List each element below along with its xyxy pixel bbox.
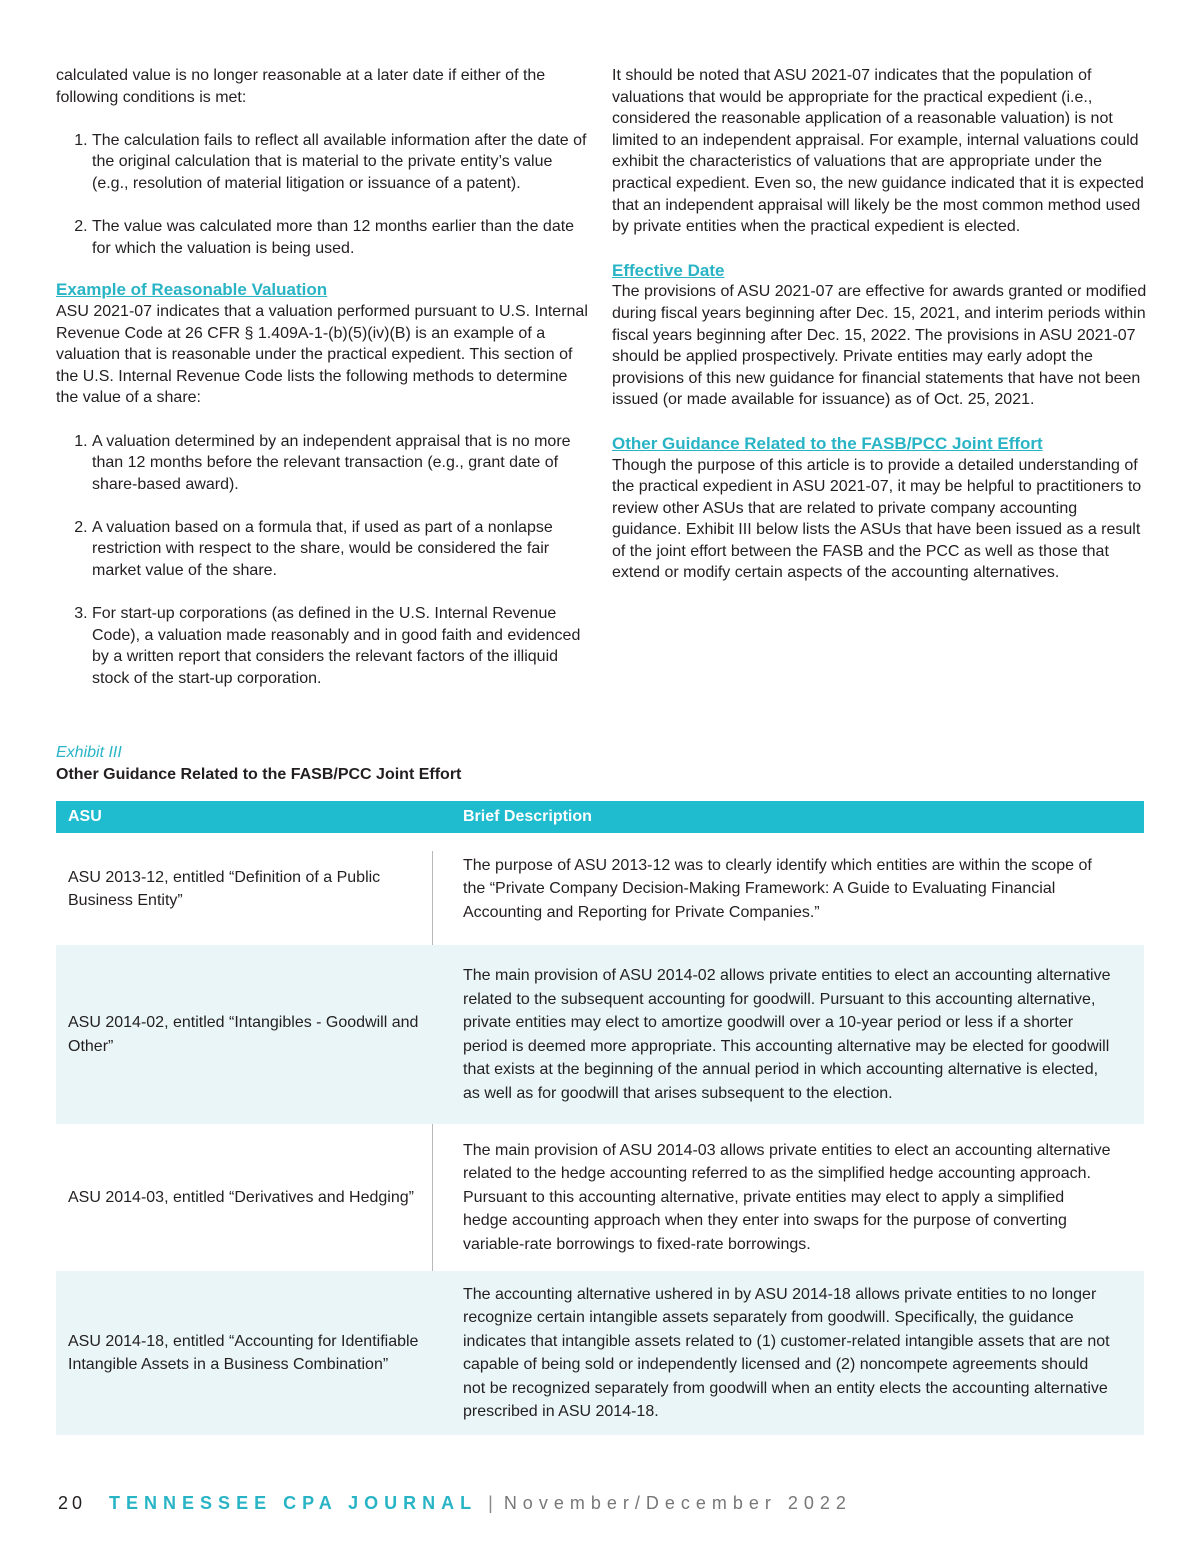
description-cell: The main provision of ASU 2014-03 allows private entities to elect an accounting alternative related to the hedge accounting referred to as the simplified hedge accounting approach. Pursuant to this accounting alternative, private entities may elect to apply a simplified hedge accounting approach when they enter into swaps for the purpose of converting variable-rate borrowings to fixed-rate borrowings. [463,1141,1111,1253]
methods-list [56,431,591,690]
heading-example-reasonable-valuation[interactable]: Example of Reasonable Valuation [56,280,328,300]
exhibit-title: Other Guidance Related to the FASB/PCC Joint Effort [56,766,462,783]
description-cell: The purpose of ASU 2013-12 was to clearly identify which entities are within the scope of the “Private Company Decision-Making Framework: A Guide to Evaluating Financial Accounting and Reporting for Private Companies.” [463,856,1092,921]
table-header [56,801,1144,833]
footer-separator: | [488,1493,493,1513]
page-number: 20 [58,1493,87,1513]
right-intro: It should be noted that ASU 2021-07 indicates that the population of valuations that would be appropriate for the practical expedient (i.e., considered the reasonable application of a reasonable valuation) is not limited to an independent appraisal. For example, internal valuations could exhibit the characteristics of valuations that are appropriate under the practical expedient. Even so, the new guidance indicated that it is expected that an independent appraisal will likely be the most common method used by private entities when the practical expedient is elected. [612,67,1144,236]
reasonable-valuation-paragraph: ASU 2021-07 indicates that a valuation performed pursuant to U.S. Internal Revenue Code at 26 CFR § 1.409A-1-(b)(5)(iv)(B) is an example of a valuation that is reasonable under the practical expedient. This section of the U.S. Internal Revenue Code lists the following methods to determine the value of a share: [56,302,588,407]
condition-item-1: 1. The calculation fails to reflect all available information after the date of the original calculation that is material to the private entity’s value (e.g., resolution of material litigation or issuance of a patent). [92,130,591,195]
method-item-3: 3. For start-up corporations (as defined in the U.S. Internal Revenue Code), a valuation made reasonably and in good faith and evidenced by a written report that considers the relevant factors of the illiquid stock of the start-up corporation. [92,603,591,689]
table-row [56,833,1144,945]
description-cell: The main provision of ASU 2014-02 allows private entities to elect an accounting alternative related to the subsequent accounting for goodwill. Pursuant to this accounting alternative, private entities may elect to amortize goodwill over a 10-year period or less if a shorter period is deemed more appropriate. This accounting alternative may be elected for goodwill that exists at the beginning of the annual period in which accounting alternative is elected, as well as for goodwill that arises subsequent to the election. [463,967,1111,1102]
table-row [56,1124,1144,1271]
left-intro: calculated value is no longer reasonable at a later date if either of the following conditions is met: [56,67,546,106]
heading-effective-date[interactable]: Effective Date [612,260,725,280]
other-guidance-paragraph: Though the purpose of this article is to provide a detailed understanding of the practical expedient in ASU 2021-07, it may be helpful to practitioners to review other ASUs that are related to private company accounting guidance. Exhibit III below lists the ASUs that have been issued as a result of the joint effort between the FASB and the PCC as well as those that extend or modify certain aspects of the accounting alternatives. [612,456,1142,582]
heading-other-guidance[interactable]: Other Guidance Related to the FASB/PCC Joint Effort [612,433,1043,453]
asu-cell: ASU 2013-12, entitled “Definition of a Public Business Entity” [68,868,381,909]
header-brief-description: Brief Description [463,808,592,825]
description-cell: The accounting alternative ushered in by ASU 2014-18 allows private entities to no longer recognize certain intangible assets separately from goodwill. Specifically, the guidance indicates that intangible assets related to (1) customer-related intangible assets that are not capable of being sold or independently licensed and (2) noncompete agreements should not be recognized separately from goodwill when an entity elects the accounting alternative prescribed in ASU 2014-18. [463,1285,1110,1420]
page-footer [58,1493,852,1514]
asu-cell: ASU 2014-02, entitled “Intangibles - Goodwill and Other” [68,1014,419,1055]
condition-item-2: 2. The value was calculated more than 12 months earlier than the date for which the valuation is being used. [92,216,591,259]
issue-date: November/December 2022 [503,1493,852,1513]
header-asu: ASU [68,808,102,825]
exhibit-label: Exhibit III [56,744,122,761]
right-column [612,65,1147,584]
conditions-list [56,130,591,260]
effective-date-paragraph: The provisions of ASU 2021-07 are effective for awards granted or modified during fiscal years beginning after Dec. 15, 2021, and interim periods within fiscal years beginning after Dec. 15, 2022. The provisions in ASU 2021-07 should be applied prospectively. Private entities may early adopt the provisions of this new guidance for financial statements that have not been issued (or made available for issuance) as of Oct. 25, 2021. [612,283,1147,409]
table-row [56,945,1144,1124]
journal-name: TENNESSEE CPA JOURNAL [109,1493,478,1513]
asu-cell: ASU 2014-03, entitled “Derivatives and Hedging” [68,1188,414,1206]
asu-cell: ASU 2014-18, entitled “Accounting for Identifiable Intangible Assets in a Business Combination” [68,1332,419,1373]
table-row [56,1271,1144,1435]
left-column [56,65,591,690]
method-item-2: 2. A valuation based on a formula that, if used as part of a nonlapse restriction with respect to the share, would be considered the fair market value of the share. [92,517,591,582]
method-item-1: 1. A valuation determined by an independent appraisal that is no more than 12 months before the relevant transaction (e.g., grant date of share-based award). [92,431,591,496]
asu-table [56,801,1144,1435]
